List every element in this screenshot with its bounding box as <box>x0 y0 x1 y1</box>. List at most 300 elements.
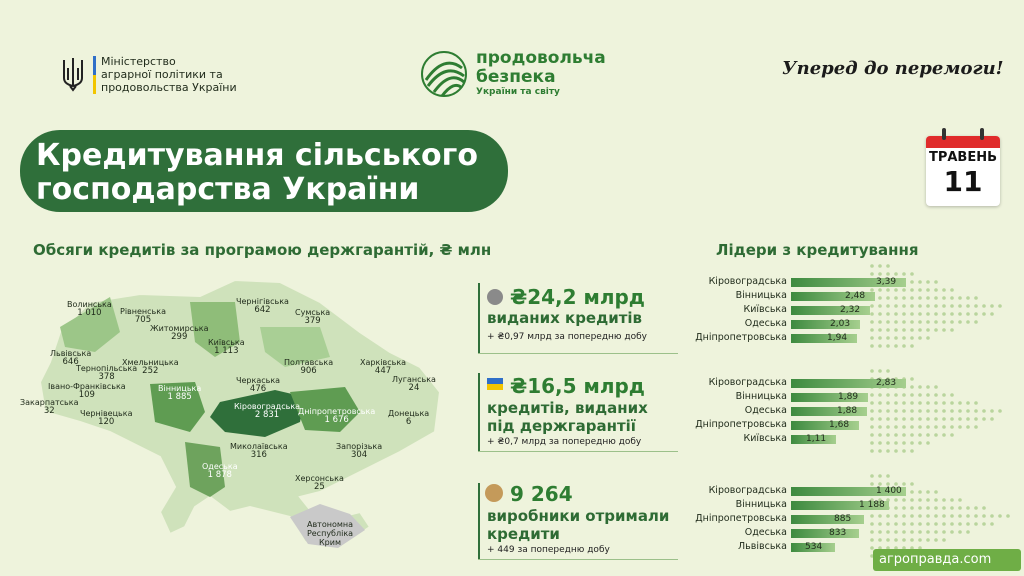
region-label: Тернопільська 378 <box>76 364 138 382</box>
decor-dot <box>902 288 906 292</box>
decor-dot <box>958 530 962 534</box>
map-heading: Обсяги кредитів за програмою держгарантій, ₴ млн <box>33 241 492 259</box>
region-label: Кіровоградська 2 831 <box>234 402 301 420</box>
decor-dot <box>902 441 906 445</box>
decor-dot <box>918 328 922 332</box>
decor-dot <box>870 264 874 268</box>
leader-region-name: Вінницька <box>735 499 787 510</box>
stat-guaranteed-credits-note: + ₴0,7 млрд за попередню добу <box>487 437 642 447</box>
decor-dot <box>942 425 946 429</box>
decor-dot <box>926 538 930 542</box>
decor-dot <box>950 304 954 308</box>
decor-dot <box>878 320 882 324</box>
decor-dot <box>926 304 930 308</box>
decor-dot <box>958 409 962 413</box>
decor-dot <box>902 538 906 542</box>
decor-dot <box>958 304 962 308</box>
decor-dot <box>870 304 874 308</box>
decor-dot <box>966 409 970 413</box>
leader-bar-value: 534 <box>805 542 823 552</box>
decor-dot <box>950 522 954 526</box>
decor-dot <box>942 417 946 421</box>
decor-dot <box>878 538 882 542</box>
page-title: Кредитування сільського господарства України <box>36 138 478 207</box>
leader-region-name: Вінницька <box>735 290 787 301</box>
decor-dot <box>942 409 946 413</box>
decor-dot <box>894 441 898 445</box>
decor-dot <box>942 296 946 300</box>
decor-dot <box>910 417 914 421</box>
decor-dot <box>974 417 978 421</box>
decor-dot <box>878 530 882 534</box>
decor-dot <box>886 312 890 316</box>
decor-dot <box>870 336 874 340</box>
calendar-month: ТРАВЕНЬ <box>928 150 998 165</box>
ukraine-map <box>20 272 460 562</box>
decor-dot <box>902 409 906 413</box>
leader-bar-value: 2,32 <box>840 305 861 315</box>
decor-dot <box>942 530 946 534</box>
calendar-ring-icon <box>942 128 946 140</box>
region-label: Житомирська 299 <box>150 324 209 342</box>
decor-dot <box>910 385 914 389</box>
stat-divider <box>478 283 480 353</box>
food-security-title: продовольча безпека <box>476 48 606 87</box>
decor-dot <box>934 409 938 413</box>
decor-dot <box>958 522 962 526</box>
decor-dot <box>894 433 898 437</box>
decor-dot <box>926 522 930 526</box>
region-label: Черкаська 476 <box>236 376 281 394</box>
decor-dot <box>982 506 986 510</box>
decor-dot <box>966 514 970 518</box>
leader-bar-value: 1,89 <box>838 392 859 402</box>
decor-dot <box>910 522 914 526</box>
decor-dot <box>926 296 930 300</box>
leader-region-name: Кіровоградська <box>708 377 787 388</box>
decor-dot <box>878 328 882 332</box>
leader-bar-value: 1 188 <box>859 500 885 510</box>
decor-dot <box>950 433 954 437</box>
decor-dot <box>878 425 882 429</box>
decor-dot <box>974 304 978 308</box>
region-label: Вінницька 1 885 <box>158 384 202 402</box>
decor-dot <box>942 288 946 292</box>
decor-dot <box>926 328 930 332</box>
decor-dot <box>926 288 930 292</box>
decor-dot <box>878 344 882 348</box>
decor-dot <box>886 328 890 332</box>
decor-dot <box>886 433 890 437</box>
decor-dot <box>902 449 906 453</box>
decor-dot <box>934 530 938 534</box>
decor-dot <box>870 328 874 332</box>
decor-dot <box>918 490 922 494</box>
decor-dot <box>902 401 906 405</box>
calendar-day: 11 <box>943 165 983 198</box>
decor-dot <box>934 312 938 316</box>
decor-dot <box>878 272 882 276</box>
decor-dot <box>990 312 994 316</box>
decor-dot <box>942 514 946 518</box>
decor-dot <box>942 328 946 332</box>
region-label: Полтавська 906 <box>284 358 334 376</box>
decor-dot <box>918 433 922 437</box>
decor-dot <box>1006 514 1010 518</box>
decor-dot <box>870 425 874 429</box>
decor-dot <box>878 296 882 300</box>
decor-dot <box>998 304 1002 308</box>
decor-dot <box>878 401 882 405</box>
decor-dot <box>910 482 914 486</box>
decor-dot <box>910 288 914 292</box>
decor-dot <box>918 312 922 316</box>
decor-dot <box>950 401 954 405</box>
decor-dot <box>886 449 890 453</box>
decor-dot <box>958 401 962 405</box>
decor-dot <box>918 417 922 421</box>
stat-producers-note: + 449 за попередню добу <box>487 545 610 555</box>
decor-dot <box>910 336 914 340</box>
decor-dot <box>934 498 938 502</box>
decor-dot <box>958 425 962 429</box>
stat-divider <box>478 353 678 354</box>
decor-dot <box>894 393 898 397</box>
decor-dot <box>870 369 874 373</box>
decor-dot <box>982 409 986 413</box>
leader-region-name: Одеська <box>744 405 787 416</box>
decor-dot <box>950 530 954 534</box>
calendar-ring-icon <box>980 128 984 140</box>
decor-dot <box>998 514 1002 518</box>
decor-dot <box>966 522 970 526</box>
decor-dot <box>942 506 946 510</box>
leader-bar <box>791 334 857 343</box>
decor-dot <box>910 530 914 534</box>
decor-dot <box>878 433 882 437</box>
decor-dot <box>934 393 938 397</box>
decor-dot <box>918 498 922 502</box>
coin-icon <box>487 289 503 305</box>
leader-region-name: Одеська <box>744 318 787 329</box>
decor-dot <box>894 417 898 421</box>
decor-dot <box>990 409 994 413</box>
decor-dot <box>870 417 874 421</box>
leader-bar-value: 1 400 <box>876 486 902 496</box>
decor-dot <box>894 401 898 405</box>
decor-dot <box>886 272 890 276</box>
decor-dot <box>950 498 954 502</box>
food-security-subtitle: України та світу <box>476 87 560 97</box>
decor-dot <box>958 498 962 502</box>
decor-dot <box>950 393 954 397</box>
decor-dot <box>934 514 938 518</box>
decor-dot <box>886 530 890 534</box>
region-label: Львівська 646 <box>50 349 92 367</box>
decor-dot <box>886 344 890 348</box>
decor-dot <box>902 344 906 348</box>
decor-dot <box>886 264 890 268</box>
decor-dot <box>878 304 882 308</box>
decor-dot <box>894 506 898 510</box>
decor-dot <box>982 312 986 316</box>
decor-dot <box>878 474 882 478</box>
decor-dot <box>926 417 930 421</box>
decor-dot <box>894 498 898 502</box>
decor-dot <box>950 296 954 300</box>
decor-dot <box>918 304 922 308</box>
decor-dot <box>894 336 898 340</box>
decor-dot <box>910 296 914 300</box>
decor-dot <box>966 401 970 405</box>
decor-dot <box>886 417 890 421</box>
food-security-logo-icon <box>420 50 468 98</box>
decor-dot <box>942 312 946 316</box>
decor-dot <box>878 441 882 445</box>
decor-dot <box>950 514 954 518</box>
leader-bar-value: 833 <box>829 528 847 538</box>
decor-dot <box>878 336 882 340</box>
leader-bar-value: 1,68 <box>829 420 850 430</box>
decor-dot <box>902 522 906 526</box>
decor-dot <box>894 288 898 292</box>
decor-dot <box>918 441 922 445</box>
decor-dot <box>902 417 906 421</box>
decor-dot <box>982 522 986 526</box>
decor-dot <box>870 538 874 542</box>
decor-dot <box>894 449 898 453</box>
stat-divider <box>478 559 678 560</box>
region-label: Херсонська 25 <box>295 474 344 492</box>
decor-dot <box>926 320 930 324</box>
region-label: Волинська 1 010 <box>67 300 112 318</box>
decor-dot <box>910 425 914 429</box>
decor-dot <box>878 449 882 453</box>
decor-dot <box>870 474 874 478</box>
decor-dot <box>982 417 986 421</box>
decor-dot <box>918 280 922 284</box>
decor-dot <box>886 409 890 413</box>
decor-dot <box>966 296 970 300</box>
decor-dot <box>926 401 930 405</box>
decor-dot <box>966 320 970 324</box>
decor-dot <box>982 304 986 308</box>
decor-dot <box>870 522 874 526</box>
decor-dot <box>910 272 914 276</box>
decor-dot <box>886 288 890 292</box>
decor-dot <box>950 312 954 316</box>
decor-dot <box>942 538 946 542</box>
decor-dot <box>910 328 914 332</box>
decor-dot <box>926 514 930 518</box>
decor-dot <box>974 514 978 518</box>
decor-dot <box>990 514 994 518</box>
decor-dot <box>886 401 890 405</box>
decor-dot <box>926 336 930 340</box>
leader-bar-value: 1,11 <box>806 434 827 444</box>
decor-dot <box>934 425 938 429</box>
region-label: Сумська 379 <box>295 308 331 326</box>
region-label: Одеська 1 878 <box>202 462 238 480</box>
decor-dot <box>902 482 906 486</box>
decor-dot <box>950 288 954 292</box>
decor-dot <box>886 514 890 518</box>
leader-region-name: Дніпропетровська <box>695 513 787 524</box>
decor-dot <box>990 304 994 308</box>
decor-dot <box>886 336 890 340</box>
decor-dot <box>878 522 882 526</box>
decor-dot <box>902 328 906 332</box>
decor-dot <box>934 288 938 292</box>
decor-dot <box>942 522 946 526</box>
decorative-dots <box>866 262 1016 562</box>
decor-dot <box>926 393 930 397</box>
decor-dot <box>942 320 946 324</box>
leaders-heading: Лідери з кредитування <box>716 241 919 259</box>
decor-dot <box>878 417 882 421</box>
slogan: Уперед до перемоги! <box>782 58 1004 79</box>
farmer-icon <box>485 484 503 502</box>
decor-dot <box>950 425 954 429</box>
decor-dot <box>902 272 906 276</box>
decor-dot <box>950 409 954 413</box>
decor-dot <box>878 514 882 518</box>
decor-dot <box>870 312 874 316</box>
watermark: агроправда.com <box>873 549 1021 571</box>
decor-dot <box>894 425 898 429</box>
decor-dot <box>990 522 994 526</box>
decor-dot <box>918 530 922 534</box>
region-label: Чернігівська 642 <box>236 297 289 315</box>
leader-region-name: Одеська <box>744 527 787 538</box>
decor-dot <box>910 280 914 284</box>
region-label: Харківська 447 <box>360 358 407 376</box>
decor-dot <box>966 530 970 534</box>
leader-region-name: Київська <box>743 304 787 315</box>
decor-dot <box>990 417 994 421</box>
decor-dot <box>878 369 882 373</box>
decor-dot <box>958 312 962 316</box>
region-label: Івано-Франківська 109 <box>48 382 126 400</box>
leader-bar-value: 1,88 <box>837 406 858 416</box>
decor-dot <box>902 320 906 324</box>
decor-dot <box>910 490 914 494</box>
stat-total-credits: ₴24,2 млрд <box>510 285 645 309</box>
decor-dot <box>934 490 938 494</box>
decor-dot <box>974 425 978 429</box>
decor-dot <box>894 538 898 542</box>
decor-dot <box>886 393 890 397</box>
leader-region-name: Київська <box>743 433 787 444</box>
decor-dot <box>934 328 938 332</box>
decor-dot <box>886 522 890 526</box>
decor-dot <box>902 393 906 397</box>
decor-dot <box>910 538 914 542</box>
decor-dot <box>934 304 938 308</box>
decor-dot <box>878 393 882 397</box>
decor-dot <box>902 296 906 300</box>
decor-dot <box>974 522 978 526</box>
decor-dot <box>966 417 970 421</box>
decor-dot <box>926 530 930 534</box>
decor-dot <box>974 320 978 324</box>
decor-dot <box>886 474 890 478</box>
decor-dot <box>870 514 874 518</box>
decor-dot <box>870 449 874 453</box>
decor-dot <box>894 514 898 518</box>
region-label-crimea: Автономна Республіка Крим <box>306 520 354 547</box>
stat-producers: 9 264 <box>510 482 573 506</box>
decor-dot <box>910 498 914 502</box>
decor-dot <box>918 393 922 397</box>
decor-dot <box>878 312 882 316</box>
ukraine-trident-icon <box>60 56 86 92</box>
decor-dot <box>950 506 954 510</box>
decor-dot <box>894 344 898 348</box>
decor-dot <box>918 506 922 510</box>
decor-dot <box>894 304 898 308</box>
decor-dot <box>870 433 874 437</box>
decor-dot <box>894 530 898 534</box>
decor-dot <box>870 482 874 486</box>
decor-dot <box>902 336 906 340</box>
decor-dot <box>958 417 962 421</box>
region-label: Дніпропетровська 1 676 <box>298 407 376 425</box>
decor-dot <box>926 441 930 445</box>
decor-dot <box>894 320 898 324</box>
decor-dot <box>918 409 922 413</box>
decor-dot <box>910 514 914 518</box>
decor-dot <box>942 304 946 308</box>
decor-dot <box>966 425 970 429</box>
decor-dot <box>918 538 922 542</box>
decor-dot <box>910 441 914 445</box>
decor-dot <box>974 401 978 405</box>
decor-dot <box>934 401 938 405</box>
decor-dot <box>934 320 938 324</box>
region-label: Закарпатська 32 <box>20 398 79 416</box>
decor-dot <box>902 498 906 502</box>
decor-dot <box>974 506 978 510</box>
stat-divider <box>478 451 678 452</box>
region-label: Рівненська 705 <box>120 307 166 325</box>
decor-dot <box>870 409 874 413</box>
decor-dot <box>870 441 874 445</box>
leader-region-name: Дніпропетровська <box>695 419 787 430</box>
decor-dot <box>918 320 922 324</box>
calendar-header <box>926 136 1000 148</box>
flag-bar <box>93 56 96 94</box>
decor-dot <box>934 433 938 437</box>
decor-dot <box>926 498 930 502</box>
decor-dot <box>902 514 906 518</box>
decor-dot <box>926 433 930 437</box>
leader-bar-value: 1,94 <box>827 333 848 343</box>
decor-dot <box>942 433 946 437</box>
decor-dot <box>982 514 986 518</box>
decor-dot <box>870 530 874 534</box>
decor-dot <box>910 506 914 510</box>
decor-dot <box>886 425 890 429</box>
stat-total-credits-note: + ₴0,97 млрд за попередню добу <box>487 332 647 342</box>
decor-dot <box>942 393 946 397</box>
stat-guaranteed-credits: ₴16,5 млрд <box>510 374 645 398</box>
decor-dot <box>974 409 978 413</box>
decor-dot <box>870 344 874 348</box>
decor-dot <box>926 409 930 413</box>
decor-dot <box>886 296 890 300</box>
decor-dot <box>870 401 874 405</box>
